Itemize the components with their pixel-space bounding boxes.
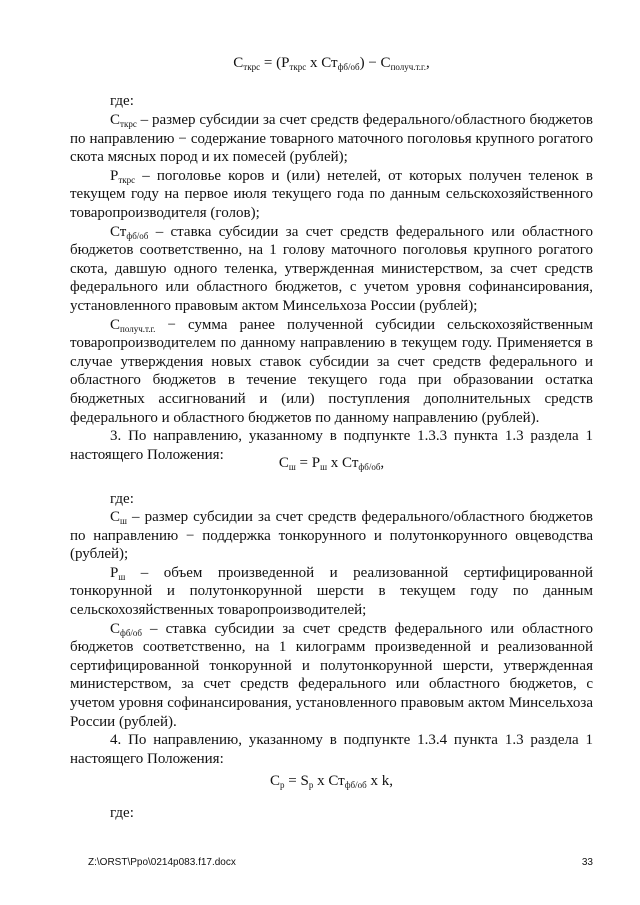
formula-text: , [380,455,385,471]
formula-text: = Р [295,455,321,471]
formula-subscript: ткрс [289,62,307,72]
formula-subscript: фб/об [358,462,381,472]
formula-symbol: С [270,773,281,789]
definition-paragraph [70,564,593,620]
item-4-paragraph: 4. По направлению, указанному в подпункте 1.3.4 пункта 1.3 раздела 1 настоящего Положения: [70,732,593,767]
formula-text: = (Р [260,55,290,71]
formula-text: х Ст [306,55,338,71]
formula-sheep [70,455,593,472]
where-label: где: [110,491,134,507]
formula-text: = S [284,773,309,789]
definition-text: − сумма ранее полученной субсидии сельскохозяйственным товаропроизводителем по данному направлению в текущем году. Применяется в случае утверждения новых ставок субсидии за счет средств федерального и областного бюджетов в течение текущего года при образовании остатка бюджетных ассигнований и (или) поступления дополнительных средств федерального и областного бюджетов по данному направлению (рублей). [70,316,593,426]
definition-paragraph [70,620,593,732]
definition-symbol: С [110,112,121,128]
item-3-paragraph: 3. По направлению, указанному в подпункте 1.3.3 пункта 1.3 раздела 1 настоящего Положения: [70,428,593,463]
definition-text: – ставка субсидии за счет средств федерального или областного бюджетов соответственно, на 1 килограмм произведенной и реализованной сертифицированной тонкорунной и полутонкорунной шерсти, утвержденная министерством, за счет средств федерального или областного бюджетов, с учетом уровня софинансирования, установленного правовым актом Минсельхоза России (рублей). [70,620,593,730]
where-label: где: [110,805,134,821]
formula-text: х Ст [313,773,345,789]
definition-subscript: получ.т.г. [120,323,156,334]
definition-text: – ставка субсидии за счет средств федерального или областного бюджетов соответственно, на 1 голову маточного поголовья крупного рогатого скота, давшую одного теленка, утвержденная министерством, за счет средств федерального или областного бюджетов, с учетом уровня софинансирования, установленного правовым актом Минсельхоза России (рублей); [70,223,593,314]
definition-symbol: С [110,316,121,333]
formula-text: , [425,55,430,71]
definition-paragraph [70,508,593,564]
definition-symbol: Р [110,167,119,184]
definition-paragraph [70,111,593,167]
definitions-block-1 [70,111,593,464]
definition-subscript: ткрс [118,174,136,185]
definition-subscript: фб/об [126,230,149,241]
definition-text: – объем произведенной и реализованной сертифицированной тонкорунной и полутонкорунной шерсти в текущем году по данным сельскохозяйственных товаропроизводителей; [70,564,593,618]
formula-cp [70,773,593,790]
definition-symbol: Р [110,564,119,581]
definition-symbol: Ст [110,223,127,240]
definition-paragraph [70,316,593,428]
formula-subscript: ш [320,462,328,472]
definition-subscript: фб/об [120,627,143,638]
definition-paragraph [70,223,593,316]
formula-tkrs [70,55,593,72]
definitions-block-2 [70,508,593,768]
definition-symbol: С [110,509,121,525]
definition-text: – поголовье коров и (или) нетелей, от которых получен теленок в текущем году на первое июля текущего года по данным сельскохозяйственного товаропроизводителя (голов); [70,167,593,221]
formula-subscript: фб/об [337,62,360,72]
definition-subscript: ш [118,571,126,582]
formula-text: х k, [366,773,393,789]
formula-text: ) − С [359,55,391,71]
formula-text: х Ст [327,455,359,471]
definition-subscript: ткрс [120,119,137,129]
formula-subscript: р [280,780,285,790]
definition-text: – размер субсидии за счет средств федерального/областного бюджетов по направлению − поддержка тонкорунного и полутонкорунного овцеводства (рублей); [70,509,593,563]
definition-symbol: С [110,620,121,637]
formula-symbol: С [278,455,289,471]
footer-file-path: Z:\ORST\Ppo\0214p083.f17.docx [88,857,236,868]
formula-subscript: р [308,780,314,790]
definition-paragraph [70,167,593,223]
page-number: 33 [581,857,593,868]
formula-subscript: ш [288,462,296,472]
formula-subscript: ткрс [243,62,261,72]
where-label: где: [110,93,134,109]
definition-subscript: ш [120,516,127,526]
formula-subscript: фб/об [344,780,367,790]
definition-text: – размер субсидии за счет средств федерального/областного бюджетов по направлению − содержание товарного маточного поголовья крупного рогатого скота мясных пород и их помесей (рублей); [70,112,593,166]
formula-subscript: получ.т.г. [390,62,426,72]
formula-symbol: С [233,55,244,71]
